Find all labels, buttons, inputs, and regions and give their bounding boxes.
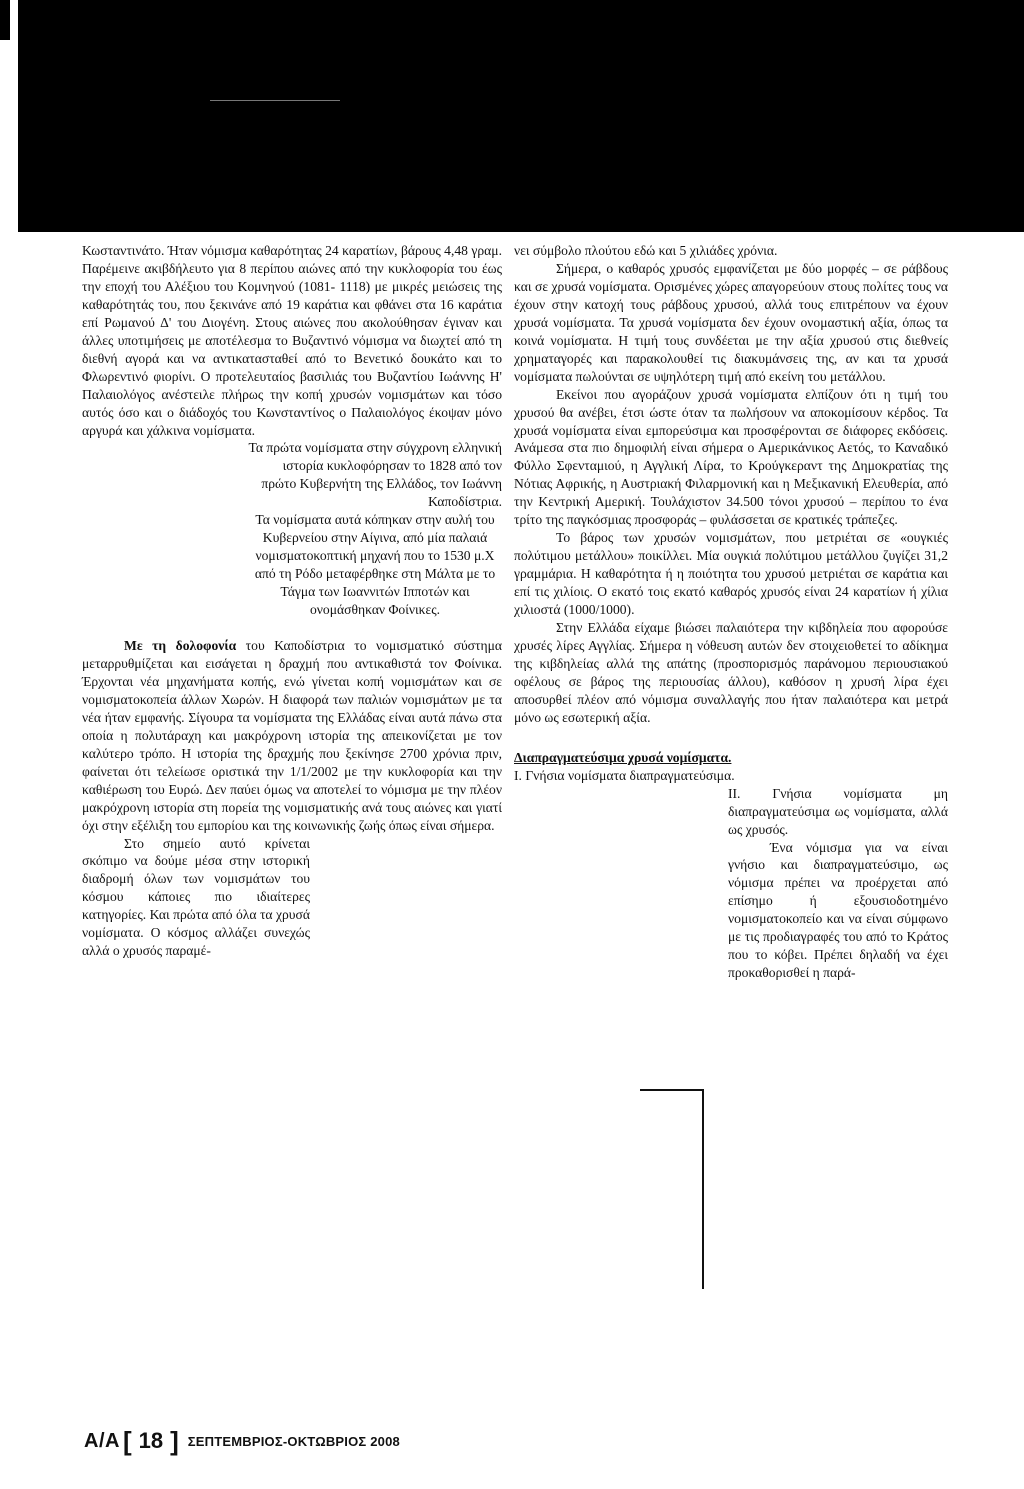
photo-edge-dark	[0, 0, 10, 40]
right-paragraph-1: νει σύμβολο πλούτου εδώ και 5 χιλιάδες χρόνια.	[514, 243, 778, 258]
page-number: 18	[138, 1428, 164, 1453]
left-paragraph-2b: Τα νομίσματα αυτά κόπηκαν στην αυλή του Κυβερνείου στην Αίγινα, από μία παλαιά νομισματοκοπτική μηχανή που το 1530 μ.Χ από τη Ρόδο μεταφέρθηκε στη Μάλτα με το Τάγμα των Ιωαννιτών Ιπποτών και ονομάσθηκαν Φοίνικες.	[254, 512, 496, 618]
decorative-rule-vertical	[702, 1089, 704, 1289]
decorative-rule-top	[640, 1089, 704, 1091]
left-paragraph-3-lead: Με τη δολοφονία	[124, 638, 237, 654]
right-paragraph-6: Ένα νόμισμα για να είναι γνήσιο και διαπραγματεύσιμο, ως νόμισμα πρέπει να προέρχεται από επίσημο ή εξουσιοδοτημένο νομισματοκοπείο και να είναι σύμφωνο με τις προδιαγραφές του από το Κράτος που το κόβει. Πρέπει δηλαδή να έχει προκαθορισθεί η παρά-	[728, 839, 948, 981]
bracket-right: ]	[170, 1425, 179, 1456]
right-paragraph-3: Εκείνοι που αγοράζουν χρυσά νομίσματα ελπίζουν ότι η τιμή του χρυσού θα ανέβει, έτσι ώστε όταν τα πωλήσουν να αποκομίσουν κέρδος. Τα χρυσά νομίσματα είναι εμπορεύσιμα και προσφέρονται σε διάφορες εκδόσεις. Ανάμεσα στα πιο δημοφιλή είναι σήμερα ο Αμερικάνικος Αετός, το Καναδικό Φύλλο Σφενταμιού, η Αγγλική Λίρα, το Κρούγκεραντ της Δημοκρατίας της Νότιας Αφρικής, η Αυστριακή Φιλαρμονική και η Μεξικανική Ελευθερία, από την Κεντρική Αμερική. Τουλάχιστον 34.500 τόνοι χρυσού – περίπου το ένα τρίτο της παγκόσμιας προσφοράς – φυλάσσεται σε κρατικές τράπεζες.	[514, 386, 948, 528]
magazine-logo: Α/Α	[84, 1429, 120, 1452]
right-paragraph-5: Στην Ελλάδα είχαμε βιώσει παλαιότερα την κιβδηλεία που αφορούσε χρυσές λίρες Αγγλίας. Σήμερα η νόθευση αυτών δεν στοιχειοθετεί το αδίκημα της κιβδηλείας αλλά της απάτης (προσπορισμός παράνομου περιουσιακού οφέλους σε βάρος της περιουσίας άλλου), καθόσον η χρυσή λίρα έχει αποσυρθεί πλέον από νόμισμα συναλλαγής που ήταν παλαιότερα και μετρά μόνο ως εσωτερική αξία.	[514, 620, 948, 725]
left-paragraph-3	[82, 637, 502, 834]
header-photo	[0, 0, 1024, 232]
right-paragraph-4: Το βάρος των χρυσών νομισμάτων, που μετριέται σε «ουγκιές πολύτιμου μετάλλου» ποικίλλει. Μία ουγκιά πολύτιμου μετάλλου ζυγίζει 31,2 γραμμάρια. Η καθαρότητα ή η ποιότητα του χρυσού μετριέται σε καράτια και επί τις χιλίοις. Ο εκατό τοις εκατό καθαρός χρυσός είναι 24 καρατίων ή χίλια χιλιοστά (1000/1000).	[514, 530, 948, 618]
right-paragraph-2: Σήμερα, ο καθαρός χρυσός εμφανίζεται με δύο μορφές – σε ράβδους και σε χρυσά νομίσματα. Ορισμένες χώρες απαγορεύουν στους πολίτες τους να έχουν στην κατοχή τους ράβδους χρυσού, αλλά τους επιτρέπουν να έχουν χρυσά νομίσματα. Τα χρυσά νομίσματα δεν έχουν ονομαστική αξία, όπως τα κοινά νομίσματα. Η τιμή τους συνδέεται με την αξία χρυσού στις διεθνείς χρηματαγορές και παρακολουθεί τις διακυμάνσεις της, αν και τα χρυσά νομίσματα πωλούνται σε υψηλότερη τιμή από εκείνη του μετάλλου.	[514, 260, 948, 384]
photo-rule	[210, 100, 340, 101]
left-paragraph-1: Κωσταντινάτο. Ήταν νόμισμα καθαρότητας 24 καρατίων, βάρους 4,48 γραμ. Παρέμεινε ακιβδήλευτο για 8 περίπου αιώνες από την κυκλοφορία του έως την εποχή του Αλέξιου του Κομνηνού (1081- 1118) με μικρές μειώσεις της καθαρότητάς του, που ξεκινάνε από 19 καράτια και φθάνει στα 16 καράτια επί Ρωμανού Δ' του Διογένη. Στους αιώνες που ακολούθησαν έγιναν και άλλες υποτιμήσεις με αποτέλεσμα το Βυζαντινό νόμισμα να διωχτεί από τη διεθνή αγορά και να αντικατασταθεί από το Βενετικό δουκάτο και το Φλωρεντινό φιορίνι. Ο προτελευταίος βασιλιάς του Βυζαντίου Ιωάννης Η' Παλαιολόγος ανέστειλε πλήρως την κοπή χρυσών νομισμάτων και τόσο αυτός όσο και ο διάδοχός του Κωνσταντίνος ο Παλαιολόγος έκοψαν μόνο αργυρά και χάλκινα νομίσματα.	[82, 243, 502, 438]
left-paragraph-3-body: του Καποδίστρια το νομισματικό σύστημα μεταρρυθμίζεται και εισάγεται η δραχμή που αντικαθιστά τον Φοίνικα. Έρχονται νέα μηχανήματα κοπής, ενώ γίνεται κοπή νομισμάτων και σε νομισματοκοπεία άλλων Χωρών. Η διαφορά των παλιών νομισμάτων με τα νέα ήταν εμφανής. Σίγουρα τα νομίσματα της Ελλάδας είναι αυτά πάνω στα οποία η πολυτάραχη και μακρόχρονη ιστορία της απεικονίζεται με τον καλύτερο τρόπο. Η ιστορία της δραχμής που ξεκίνησε 2700 χρόνια πριν, φαίνεται ότι τελείωσε οριστικά την 1/1/2002 με την κυκλοφορία και την καθιέρωση του Ευρώ. Δεν παύει όμως να αποτελεί το νόμισμα με την πλέον μακρόχρονη ιστορία στη πορεία της νομισματικής ανά τους αιώνες και γιατί όχι στην εξέλιξη του εμπορίου και της κοινωνικής ζωής όπως είναι σήμερα.	[82, 638, 502, 833]
left-column	[82, 242, 502, 960]
section-title: Διαπραγματεύσιμα χρυσά νομίσματα.	[514, 749, 732, 765]
spacer	[82, 619, 502, 637]
list-item-2: ΙΙ. Γνήσια νομίσματα μη διαπραγματεύσιμα ως νομίσματα, αλλά ως χρυσός.	[728, 785, 948, 837]
list-item-1: Ι. Γνήσια νομίσματα διαπραγματεύσιμα.	[514, 767, 735, 783]
bracket-left: [	[122, 1425, 132, 1456]
issue-date: ΣΕΠΤΕΜΒΡΙΟΣ-ΟΚΤΩΒΡΙΟΣ 2008	[187, 1433, 400, 1449]
left-paragraph-4: Στο σημείο αυτό κρίνεται σκόπιμο να δούμε μέσα στην ιστορική διαδρομή όλων των νομισμάτων του κόσμου κάποιες πιο ιδιαίτερες κατηγορίες. Και πρώτα από όλα τα χρυσά νομίσματα. Ο κόσμος αλλάζει συνεχώς αλλά ο χρυσός παραμέ-	[82, 835, 310, 959]
page-footer	[84, 1426, 400, 1456]
right-column	[514, 242, 948, 982]
left-paragraph-2a: Τα πρώτα νομίσματα στην σύγχρονη ελληνική ιστορία κυκλοφόρησαν το 1828 από τον πρώτο Κυβερνήτη της Ελλάδος, τον Ιωάννη Καποδίστρια.	[248, 440, 502, 510]
